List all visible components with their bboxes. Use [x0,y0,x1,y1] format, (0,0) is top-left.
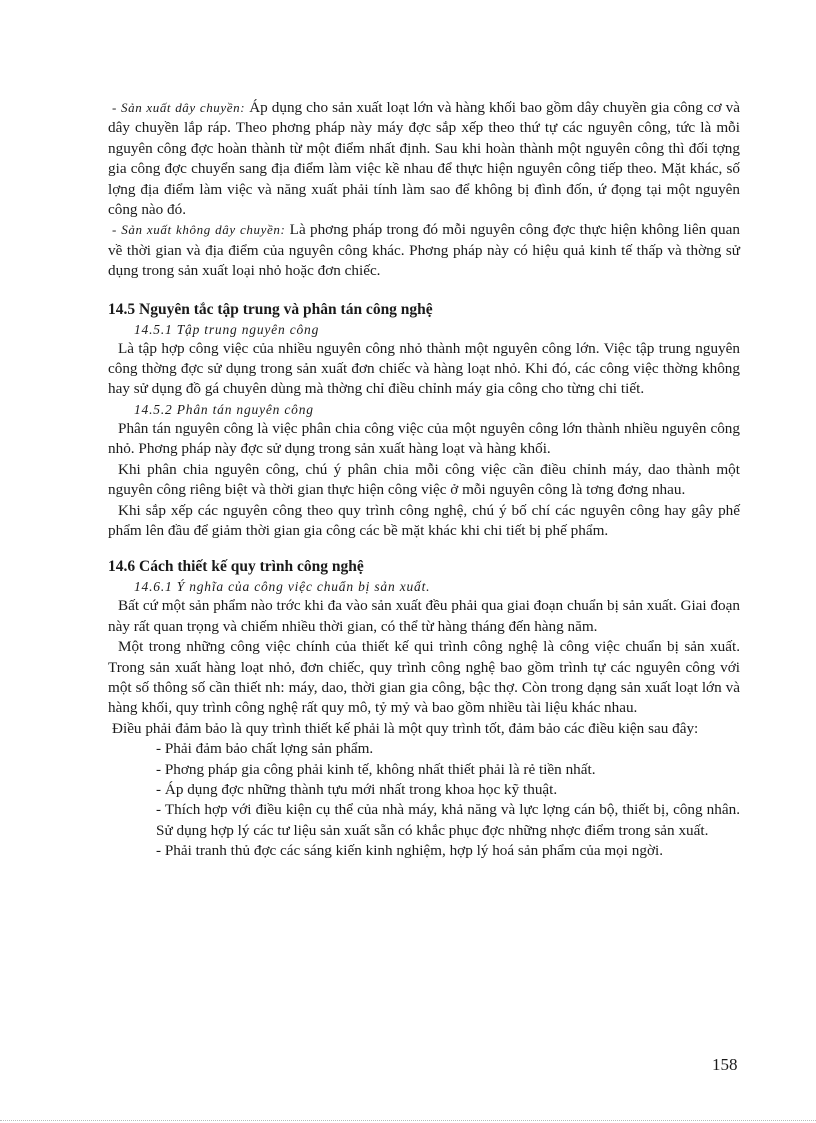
list-item: - Phơng pháp gia công phải kinh tế, không nhất thiết phải là rẻ tiền nhất. [156,760,596,778]
paragraph: Bất cứ một sản phẩm nào trớc khi đa vào sản xuất đều phải qua giai đoạn chuẩn bị sản xuất. Giai đoạn này rất quan trọng và chiếm nhiều thời gian, có thể từ hàng tháng đến hàng năm. [108,597,740,635]
paragraph: Khi sắp xếp các nguyên công theo quy trình công nghệ, chú ý bố chí các nguyên công hay gây phế phẩm lên đầu để giảm thời gian gia công các bề mặt khác khi chi tiết bị phế phẩm. [108,501,740,539]
paragraph: Một trong những công việc chính của thiết kế qui trình công nghệ là công việc chuẩn bị sản xuất. Trong sản xuất hàng loạt nhỏ, đơn chiếc, quy trình công nghệ bao gồm trình tự các nguyên công với một số thông số cần thiết nh: máy, dao, thời gian gia công, bậc thợ. Còn trong dạng sản xuất loạt lớn và hàng khối, quy trình công nghệ rất quy mô, tỷ mỷ và bao gồm nhiều tài liệu khác nhau. [108,638,740,717]
paragraph: Điều phải đảm bảo là quy trình thiết kế phải là một quy trình tốt, đảm bảo các điều kiện sau đây: [112,719,699,737]
list-item: - Phải đảm bảo chất lợng sản phẩm. [156,740,374,758]
term-label: - Sản xuất không dây chuyền: [112,222,286,238]
subsection-title-14-5-2: 14.5.2 Phân tán nguyên công [134,401,314,417]
subsection-title-14-6-1: 14.6.1 Ý nghĩa của công việc chuẩn bị sản xuất. [134,579,431,595]
list-item: - Phải tranh thủ đợc các sáng kiến kinh nghiệm, hợp lý hoá sản phẩm của mọi ngời. [156,842,664,860]
list-item: - Áp dụng đợc những thành tựu mới nhất trong khoa học kỹ thuật. [156,780,558,798]
paragraph: Là tập hợp công việc của nhiều nguyên công nhỏ thành một nguyên công lớn. Việc tập trung nguyên công thờng đợc sử dụng trong sản xuất đơn chiếc và hàng loạt nhỏ. Khi đó, các công việc thờng không hay sử dụng đồ gá chuyên dùng mà thờng chỉ điều chỉnh máy gia công cho từng chi tiết. [108,339,740,398]
section-title-14-5: 14.5 Nguyên tắc tập trung và phân tán công nghệ [108,300,433,318]
requirements-list [108,739,740,861]
paragraph-non-assembly-line: - Sản xuất không dây chuyền: Là phơng pháp trong đó mỗi nguyên công đợc thực hiện không liên quan về thời gian và địa điểm của nguyên công khác. Phơng pháp này có hiệu quả kinh tế thấp và thờng sử dụng trong sản xuất loại nhỏ hoặc đơn chiếc. [108,221,740,280]
paragraph-assembly-line: - Sản xuất dây chuyền: Áp dụng cho sản xuất loạt lớn và hàng khối bao gồm dây chuyền gia công cơ và dây chuyền lắp ráp. Theo phơng pháp này máy đợc sắp xếp theo thứ tự các nguyên công, tức là mỗi nguyên công đợc hoàn thành từ một điểm nhất định. Sau khi hoàn thành một nguyên công thì đối tợng gia công đợc chuyển sang địa điểm làm việc kề nhau để thực hiện nguyên công tiếp theo. Mặt khác, số lợng địa điểm làm việc và năng xuất phải tính làm sao để không bị đình đốn, ứ đọng tại một nguyên công nào đó. [108,99,740,219]
page-body [108,98,740,862]
page-bottom-border [0,1120,816,1121]
page-number: 158 [712,1055,738,1074]
list-item: - Thích hợp với điều kiện cụ thể của nhà máy, khả năng và lực lợng cán bộ, thiết bị, công nhân. Sử dụng hợp lý các tư liệu sản xuất sẵn có khắc phục đợc những nhợc điểm trong sản xuất. [156,801,740,839]
subsection-title-14-5-1: 14.5.1 Tập trung nguyên công [134,321,320,337]
term-label: - Sản xuất dây chuyền: [112,100,246,115]
paragraph: Khi phân chia nguyên công, chú ý phân chia mỗi công việc cần điều chỉnh máy, dao thành một nguyên công riêng biệt và thời gian thực hiện công việc ở mỗi nguyên công là tơng đơng nhau. [108,460,740,499]
section-title-14-6: 14.6 Cách thiết kế quy trình công nghệ [108,558,364,576]
paragraph: Phân tán nguyên công là việc phân chia công việc của một nguyên công lớn thành nhiều nguyên công nhỏ. Phơng pháp này đợc sử dụng trong sản xuất hàng loạt và hàng khối. [108,419,740,458]
